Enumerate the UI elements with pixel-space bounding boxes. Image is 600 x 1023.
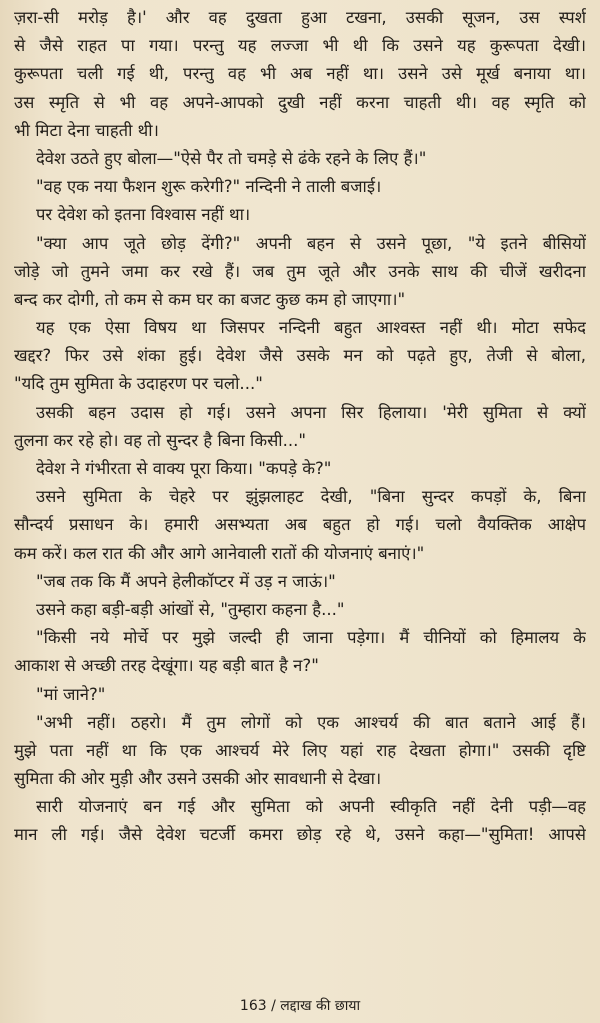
text-line: तुलना कर रहे हो। वह तो सुन्दर है बिना किसी..." [14,430,307,450]
text-line: सुमिता की ओर मुड़ी और उसने उसकी ओर सावधानी से देखा। [14,769,382,789]
page-footer: 163 / लद्दाख की छाया [239,998,361,1014]
text-line: आकाश से अच्छी तरह देखूंगा। यह बड़ी बात है न?" [14,656,319,676]
text-line: उसने कहा बड़ी-बड़ी आंखों से, "तुम्हारा कहना है..." [36,599,345,619]
text-line: बन्द कर दोगी, तो कम से कम घर का बजट कुछ कम हो जाएगा।" [14,289,406,309]
text-line: "वह एक नया फैशन शुरू करेगी?" नन्दिनी ने ताली बजाई। [36,177,382,197]
text-line: उसने सुमिता के चेहरे पर झुंझलाहट देखी, "बिना सुन्दर कपड़ों के, बिना [36,487,586,507]
text-line: "क्या आप जूते छोड़ देंगी?" अपनी बहन से उसने पूछा, "ये इतने बीसियों [36,233,586,253]
text-line: मान ली गई। जैसे देवेश चटर्जी कमरा छोड़ रहे थे, उसने कहा—"सुमिता! आपसे [14,825,586,845]
text-line: "जब तक कि मैं अपने हेलीकॉप्टर में उड़ न जाऊं।" [36,571,336,591]
text-line: भी मिटा देना चाहती थी। [14,120,159,140]
text-line: खद्दर? फिर उसे शंका हुई। देवेश जैसे उसके मन को पढ़ते हुए, तेजी से बोला, [14,346,586,366]
text-line: कुरूपता चली गई थी, परन्तु वह भी अब नहीं था। उसने उसे मूर्ख बनाया था। [14,64,586,84]
text-line: मुझे पता नहीं था कि एक आश्चर्य मेरे लिए यहां राह देखता होगा।" उसकी दृष्टि [14,740,586,760]
text-line: कम करें। कल रात की और आगे आनेवाली रातों की योजनाएं बनाएं।" [14,543,425,563]
text-line: सारी योजनाएं बन गई और सुमिता को अपनी स्वीकृति नहीं देनी पड़ी—वह [36,797,586,817]
text-line: उसकी बहन उदास हो गई। उसने अपना सिर हिलाया। 'मेरी सुमिता से क्यों [36,402,586,422]
text-line: सौन्दर्य प्रसाधन के। हमारी असभ्यता अब बहुत हो गई। चलो वैयक्तिक आक्षेप [14,515,586,535]
text-line: पर देवेश को इतना विश्वास नहीं था। [36,205,251,225]
text-line: देवेश उठते हुए बोला—"ऐसे पैर तो चमड़े से ढंके रहने के लिए हैं।" [36,148,427,168]
text-line: देवेश ने गंभीरता से वाक्य पूरा किया। "कपड़े के?" [36,459,332,478]
text-line: "अभी नहीं। ठहरो। मैं तुम लोगों को एक आश्चर्य की बात बताने आई हैं। [36,712,586,732]
text-line: "यदि तुम सुमिता के उदाहरण पर चलो..." [14,374,263,394]
body-text [14,4,586,850]
text-line: "किसी नये मोर्चे पर मुझे जल्दी ही जाना पड़ेगा। मैं चीनियों को हिमालय के [36,628,586,648]
text-line: से जैसे राहत पा गया। परन्तु यह लज्जा भी थी कि उसने यह कुरूपता देखी। [14,36,586,56]
text-line: जोड़े जो तुमने जमा कर रखे हैं। जब तुम जूते और उनके साथ की चीजें खरीदना [14,261,586,281]
text-line: "मां जाने?" [36,684,106,704]
text-line: उस स्मृति से भी वह अपने-आपको दुखी नहीं करना चाहती थी। वह स्मृति को [14,92,586,112]
text-line: ज़रा-सी मरोड़ है।' और वह दुखता हुआ टखना, उसकी सूजन, उस स्पर्श [14,8,586,27]
text-line: यह एक ऐसा विषय था जिसपर नन्दिनी बहुत आश्वस्त नहीं थी। मोटा सफेद [36,318,586,338]
